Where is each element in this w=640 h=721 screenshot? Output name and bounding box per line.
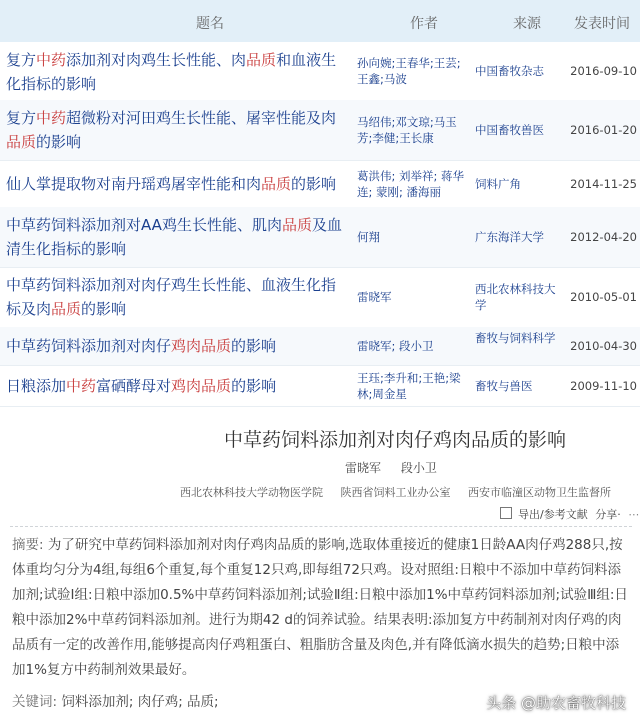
- title-segment: 的影响: [231, 337, 277, 355]
- title-segment: 和血液生化指标的影响: [6, 51, 337, 93]
- source-cell[interactable]: 中国畜牧杂志: [475, 64, 544, 78]
- date-cell: 2014-11-25: [570, 176, 637, 191]
- title-segment: 仙人掌提取物对南丹瑶鸡屠宰性能和肉: [6, 174, 262, 193]
- keywords-text[interactable]: 饲料添加剂; 肉仔鸡; 品质;: [61, 694, 219, 710]
- header-author[interactable]: 作者: [410, 16, 438, 32]
- paper-title-link[interactable]: [6, 273, 346, 321]
- paper-authors: [345, 459, 453, 476]
- source-cell[interactable]: 饲料广角: [475, 176, 521, 191]
- header-title[interactable]: 题名: [196, 16, 224, 32]
- source-cell[interactable]: 畜牧与饲料科学: [475, 331, 556, 345]
- header-date[interactable]: 发表时间: [574, 16, 630, 32]
- table-row: [0, 327, 640, 366]
- highlight-keyword: 中药: [36, 109, 67, 127]
- table-header: [0, 0, 640, 42]
- date-cell: 2016-09-10: [570, 64, 637, 78]
- author-cell[interactable]: 孙向婉;王春华;王芸;王鑫;马波: [357, 56, 461, 86]
- source-cell[interactable]: 西北农林科技大学: [475, 282, 556, 312]
- title-segment: 日粮添加: [6, 376, 67, 395]
- highlight-keyword: 品质: [261, 174, 292, 193]
- paper-title-link[interactable]: [6, 48, 346, 96]
- highlight-keyword: 中药: [36, 51, 67, 69]
- title-segment: 的影响: [81, 300, 127, 318]
- paper-title-link[interactable]: [6, 172, 346, 196]
- highlight-keyword: 品质: [6, 133, 37, 151]
- paper-title: 中草药饲料添加剂对肉仔鸡肉品质的影响: [223, 429, 566, 451]
- title-segment: 富硒酵母对: [96, 376, 172, 395]
- table-row: [0, 160, 640, 208]
- highlight-keyword: 中药: [66, 376, 97, 395]
- table-row: [0, 365, 640, 407]
- paper-title-link[interactable]: [6, 106, 346, 154]
- title-segment: 及血清生化指标的影响: [6, 216, 342, 258]
- author-link[interactable]: 雷晓军: [345, 461, 382, 475]
- export-icon: [500, 507, 512, 519]
- title-segment: 中草药饲料添加剂对肉仔: [6, 337, 172, 355]
- watermark: 头条 @助农畜牧科技: [486, 694, 626, 712]
- date-cell: 2009-11-10: [570, 378, 637, 393]
- affiliation-link[interactable]: 西安市临潼区动物卫生监督所: [468, 486, 611, 499]
- title-segment: 添加剂对肉鸡生长性能、肉: [66, 51, 247, 69]
- source-cell[interactable]: 中国畜牧兽医: [475, 123, 544, 137]
- paper-tools: [496, 506, 639, 522]
- table-row: [0, 100, 640, 161]
- date-cell: 2016-01-20: [570, 123, 637, 137]
- highlight-keyword: 品质: [246, 51, 277, 69]
- source-cell[interactable]: 畜牧与兽医: [475, 378, 533, 393]
- share-button[interactable]: 分享·: [595, 508, 621, 521]
- highlight-keyword: 鸡肉品质: [171, 337, 232, 355]
- abstract-label: 摘要:: [12, 537, 44, 553]
- table-row: [0, 267, 640, 328]
- date-cell: 2010-04-30: [570, 339, 637, 353]
- author-cell[interactable]: 雷晓军; 段小卫: [357, 339, 434, 353]
- table-row: [0, 42, 640, 101]
- abstract-text: 为了研究中草药饲料添加剂对肉仔鸡肉品质的影响,选取体重接近的健康1日龄AA肉仔鸡288只,按体重均匀分为4组,每组6个重复,每个重复12只鸡,即每组72只鸡。设对照组:日粮中不添加中草药饲料添加剂;试验Ⅰ组:日粮中添加0.5%中草药饲料添加剂;试验Ⅱ组:日粮中添加1%中草药饲料添加剂;试验Ⅲ组:日粮中添加2%中草药饲料添加剂。进行为期42 d的饲养试验。结果表明:添加复方中药制剂对肉仔鸡的肉品质有一定的改善作用,能够提高肉仔鸡粗蛋白、粗脂肪含量及肉色,并有降低滴水损失的趋势;日粮中添加1%复方中药制剂效果最好。: [12, 537, 628, 678]
- title-segment: 的影响: [36, 133, 82, 151]
- paper-title-link[interactable]: [6, 374, 346, 398]
- abstract: [12, 533, 632, 683]
- title-segment: 中草药饲料添加剂对AA鸡生长性能、肌肉: [6, 216, 282, 234]
- author-cell[interactable]: 王珏;李升和;王艳;梁林;周金星: [357, 370, 461, 401]
- paper-title-link[interactable]: [6, 213, 346, 261]
- affiliation-link[interactable]: 西北农林科技大学动物医学院: [180, 486, 323, 499]
- export-button[interactable]: 导出/参考文献: [518, 508, 588, 521]
- keywords: [12, 690, 219, 710]
- divider: [10, 526, 632, 528]
- affiliation-link[interactable]: 陕西省饲料工业办公室: [340, 486, 451, 499]
- author-cell[interactable]: 马绍伟;邓文琼;马玉芳;李健;王长康: [357, 115, 457, 145]
- title-segment: 的影响: [231, 376, 277, 395]
- author-link[interactable]: 段小卫: [400, 461, 437, 475]
- source-cell[interactable]: 广东海洋大学: [475, 230, 544, 244]
- author-cell[interactable]: 雷晓军: [357, 290, 392, 304]
- date-cell: 2012-04-20: [570, 230, 637, 244]
- title-segment: 中草药饲料添加剂对肉仔鸡生长性能、血液生化指标及肉: [6, 276, 337, 318]
- keywords-label: 关键词:: [12, 694, 58, 710]
- highlight-keyword: 品质: [51, 300, 82, 318]
- author-cell[interactable]: 何翔: [357, 230, 380, 244]
- highlight-keyword: 品质: [281, 216, 312, 234]
- author-cell[interactable]: 葛洪伟; 刘举祥; 蒋华连; 蒙刚; 潘海丽: [357, 168, 465, 199]
- title-segment: 复方: [6, 109, 37, 127]
- title-segment: 超微粉对河田鸡生长性能、屠宰性能及肉: [66, 109, 337, 127]
- date-cell: 2010-05-01: [570, 290, 637, 304]
- paper-affiliations: [180, 484, 625, 500]
- paper-title-link[interactable]: [6, 334, 346, 358]
- highlight-keyword: 鸡肉品质: [171, 376, 232, 395]
- title-segment: 的影响: [291, 174, 337, 193]
- title-segment: 复方: [6, 51, 37, 69]
- paper-detail: [0, 406, 640, 721]
- header-source[interactable]: 来源: [513, 16, 541, 32]
- more-button[interactable]: ⋯: [628, 508, 640, 521]
- table-row: [0, 207, 640, 268]
